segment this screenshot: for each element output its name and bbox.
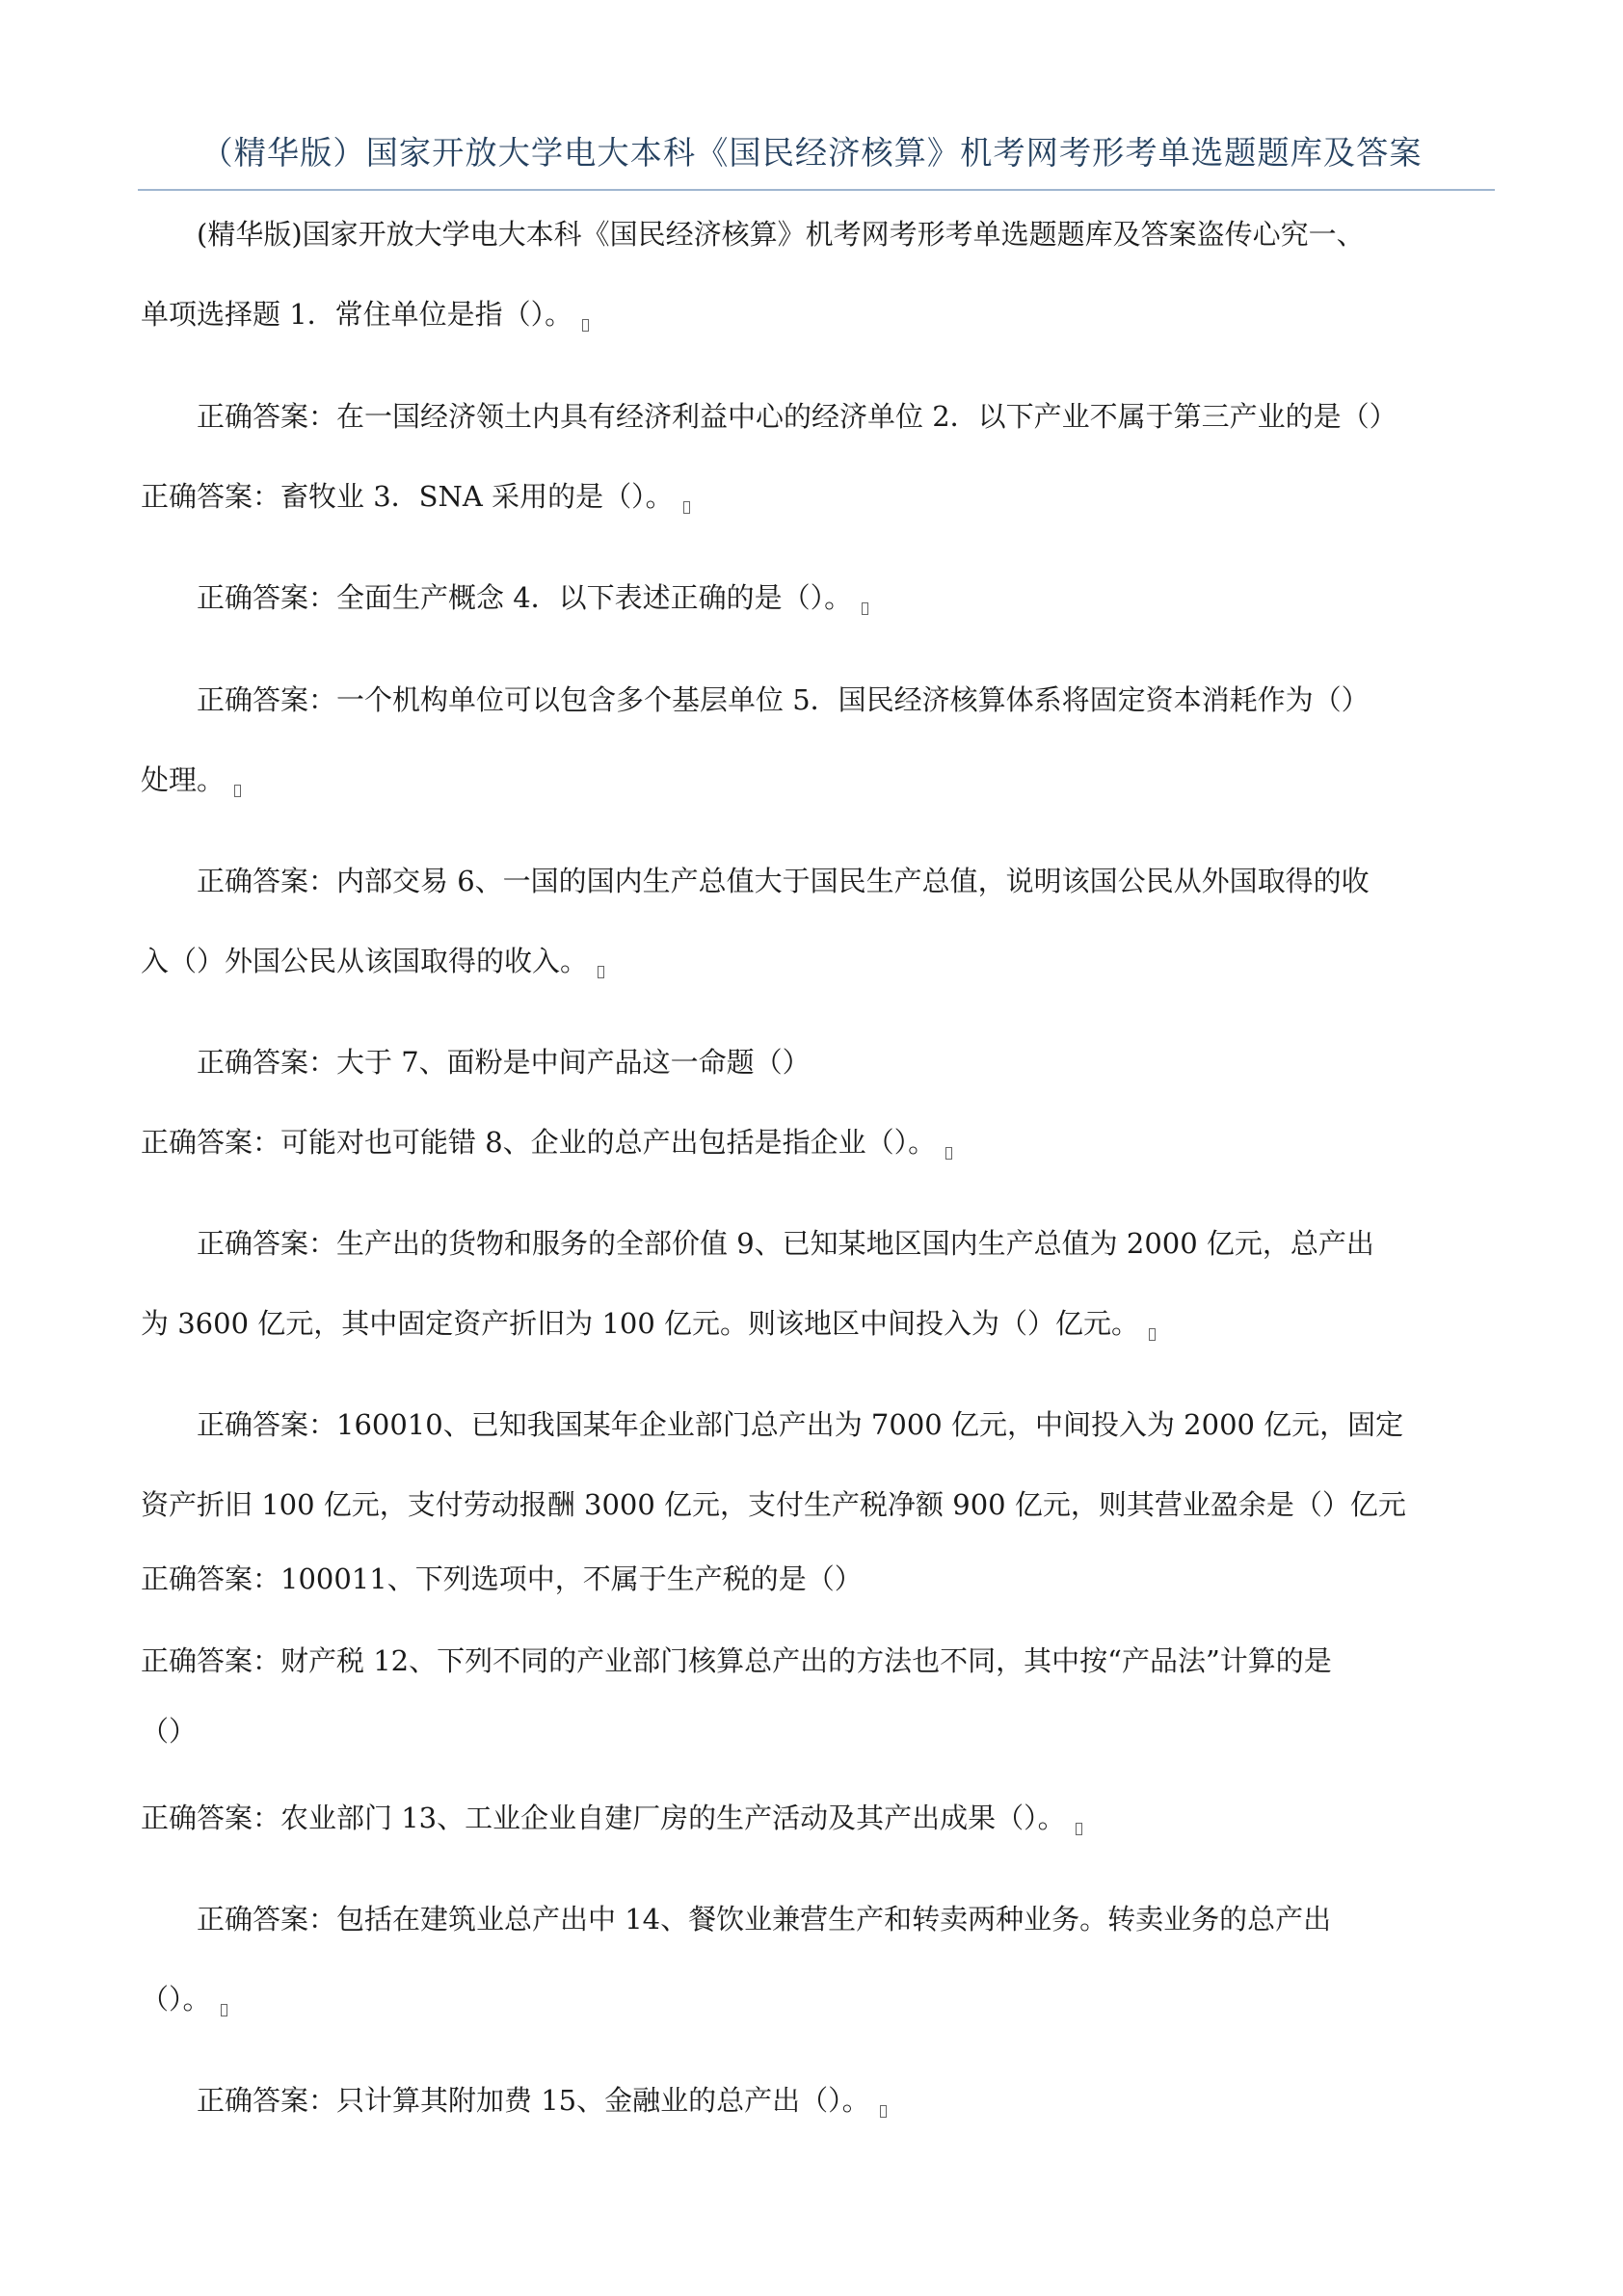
missing-glyph-icon [234, 785, 241, 797]
line-text: 正确答案：100011、下列选项中，不属于生产税的是（） [141, 1562, 863, 1595]
line-text: 正确答案：全面生产概念 4．以下表述正确的是（）。 [197, 581, 853, 614]
line-text: 正确答案：生产出的货物和服务的全部价值 9、已知某地区国内生产总值为 2000 亿元，总产出 [197, 1227, 1374, 1260]
line-text: 正确答案：农业部门 13、工业企业自建厂房的生产活动及其产出成果（）。 [141, 1802, 1066, 1834]
missing-glyph-icon [1149, 1328, 1156, 1341]
missing-glyph-icon [945, 1147, 952, 1160]
title-divider [138, 189, 1495, 191]
text-line [197, 1900, 1331, 1938]
page-title: （精华版）国家开放大学电大本科《国民经济核算》机考网考形考单选题题库及答案 [200, 134, 1423, 172]
text-line [141, 942, 604, 980]
line-text: 正确答案：包括在建筑业总产出中 14、餐饮业兼营生产和转卖两种业务。转卖业务的总产出 [197, 1903, 1332, 1936]
text-line [141, 1799, 1082, 1837]
text-line [197, 681, 1370, 719]
missing-glyph-icon [582, 319, 589, 332]
text-line [141, 761, 241, 799]
text-line [197, 397, 1397, 436]
text-line [197, 2081, 887, 2120]
line-text: 正确答案：大于 7、面粉是中间产品这一命题（） [197, 1046, 811, 1079]
text-line [141, 1304, 1156, 1343]
line-text: 正确答案：160010、已知我国某年企业部门总产出为 7000 亿元，中间投入为 2000 亿元，固定 [197, 1408, 1404, 1441]
text-line [197, 1224, 1374, 1263]
text-line [141, 1712, 197, 1750]
line-text: 正确答案：内部交易 6、一国的国内生产总值大于国民生产总值，说明该国公民从外国取得的收 [197, 865, 1370, 897]
line-text: 入（）外国公民从该国取得的收入。 [141, 945, 589, 977]
missing-glyph-icon [862, 602, 868, 615]
text-line [197, 1043, 811, 1081]
line-text: 单项选择题 1．常住单位是指（）。 [141, 298, 573, 331]
text-line [197, 578, 868, 617]
missing-glyph-icon [1076, 1823, 1082, 1835]
line-text: 处理。 [141, 763, 226, 796]
text-line [141, 295, 589, 334]
text-line [197, 862, 1370, 900]
missing-glyph-icon [598, 966, 604, 978]
line-text: 正确答案：在一国经济领土内具有经济利益中心的经济单位 2．以下产业不属于第三产业的是（） [197, 400, 1397, 433]
text-line [141, 1980, 227, 2018]
line-text: 为 3600 亿元，其中固定资产折旧为 100 亿元。则该地区中间投入为（）亿元。 [141, 1307, 1140, 1340]
line-text: 正确答案：只计算其附加费 15、金融业的总产出（）。 [197, 2084, 870, 2117]
missing-glyph-icon [221, 2004, 227, 2016]
missing-glyph-icon [683, 501, 690, 514]
line-text: 正确答案：财产税 12、下列不同的产业部门核算总产出的方法也不同，其中按“产品法”计算的是 [141, 1644, 1332, 1677]
line-text: 资产折旧 100 亿元，支付劳动报酬 3000 亿元，支付生产税净额 900 亿元，则其营业盈余是（）亿元 [141, 1488, 1406, 1521]
text-line [197, 1405, 1403, 1444]
text-line [141, 477, 690, 516]
line-text: （）。 [141, 1983, 211, 2016]
text-line [141, 1560, 863, 1598]
line-text: 正确答案：畜牧业 3．SNA 采用的是（）。 [141, 480, 674, 513]
text-line [141, 1485, 1406, 1524]
text-line [141, 1642, 1332, 1680]
missing-glyph-icon [880, 2105, 887, 2118]
line-text: 正确答案：可能对也可能错 8、企业的总产出包括是指企业（）。 [141, 1126, 937, 1159]
text-line [141, 1123, 952, 1161]
text-line [197, 215, 1365, 254]
line-text: （） [141, 1715, 198, 1748]
line-text: (精华版)国家开放大学电大本科《国民经济核算》机考网考形考单选题题库及答案盗传心究一、 [197, 218, 1365, 251]
line-text: 正确答案：一个机构单位可以包含多个基层单位 5．国民经济核算体系将固定资本消耗作为（） [197, 683, 1370, 716]
